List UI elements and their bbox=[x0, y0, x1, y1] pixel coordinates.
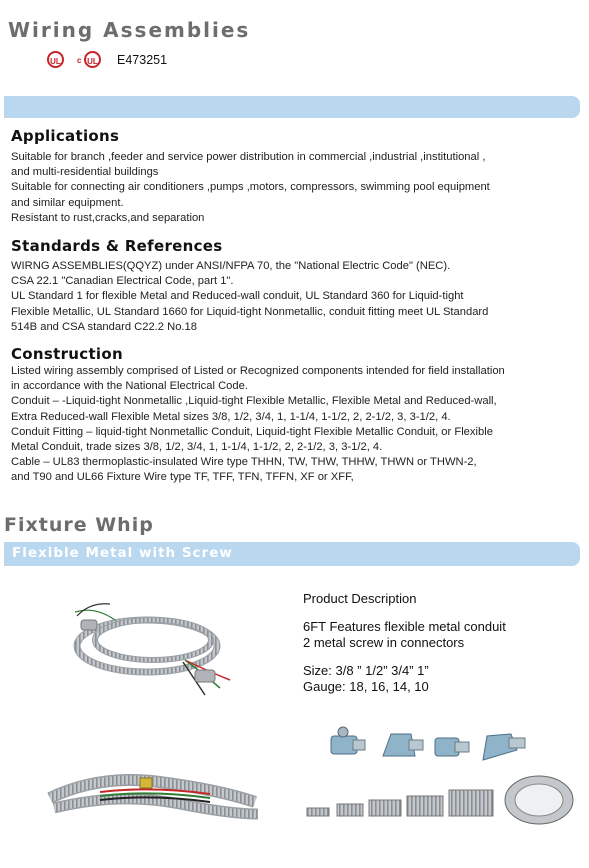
construction-heading: Construction bbox=[11, 345, 123, 363]
applications-line: Suitable for connecting air conditioners ,pumps ,motors, compressors, swimming pool equipment bbox=[11, 181, 490, 194]
applications-text bbox=[11, 150, 581, 226]
standards-line: UL Standard 1 for flexible Metal and Reduced-wall conduit, UL Standard 360 for Liquid-tight bbox=[11, 290, 464, 303]
standards-text bbox=[11, 259, 581, 335]
header-band bbox=[4, 96, 580, 118]
applications-line: Suitable for branch ,feeder and service power distribution in commercial ,industrial ,institutional , bbox=[11, 151, 486, 163]
standards-line: Flexible Metallic, UL Standard 1660 for Liquid-tight Nonmetallic, conduit fitting meet UL Standard bbox=[11, 305, 489, 318]
applications-line: Resistant to rust,cracks,and separation bbox=[11, 211, 205, 224]
connector-fittings-icon bbox=[323, 716, 533, 772]
product-feature: 2 metal screw in connectors bbox=[303, 635, 465, 650]
c-mark: c bbox=[77, 56, 82, 65]
construction-line: Conduit Fitting – liquid-tight Nonmetallic Conduit, Liquid-tight Flexible Metallic Conduit, or Flexible bbox=[11, 425, 493, 438]
cul-logo-icon: UL bbox=[84, 51, 101, 68]
standards-line: CSA 22.1 "Canadian Electrical Code, part 1". bbox=[11, 275, 234, 288]
product-heading: Product Description bbox=[303, 591, 417, 606]
construction-line: Cable – UL83 thermoplastic-insulated Wire type THHN, TW, THW, THHW, THWN or THWN-2, bbox=[11, 456, 477, 469]
product-feature: 6FT Features flexible metal conduit bbox=[303, 619, 506, 634]
product-gauges: Gauge: 18, 16, 14, 10 bbox=[303, 679, 429, 694]
product-sizes: Size: 3/8 ” 1/2” 3/4” 1” bbox=[303, 663, 429, 678]
construction-line: in accordance with the National Electrical Code. bbox=[11, 380, 248, 393]
ul-certification-marks bbox=[47, 50, 107, 72]
standards-line: WIRNG ASSEMBLIES(QQYZ) under ANSI/NFPA 70, the "National Electric Code" (NEC). bbox=[11, 260, 451, 272]
applications-line: and multi-residential buildings bbox=[11, 166, 159, 179]
conduit-coil-icon bbox=[55, 600, 245, 710]
conduit-stretched-icon bbox=[40, 752, 270, 834]
standards-heading: Standards & References bbox=[11, 237, 223, 255]
construction-line: Conduit – -Liquid-tight Nonmetallic ,Liquid-tight Flexible Metallic, Flexible Metal and Reduced-wall, bbox=[11, 395, 497, 408]
construction-line: Listed wiring assembly comprised of Listed or Recognized components intended for field installation bbox=[11, 365, 505, 377]
construction-line: Metal Conduit, trade sizes 3/8, 1/2, 3/4, 1, 1-1/4, 1-1/2, 2, 2-1/2, 3, 3-1/2, 4. bbox=[11, 441, 383, 454]
applications-line: and similar equipment. bbox=[11, 196, 124, 209]
cert-number: E473251 bbox=[117, 53, 168, 67]
fixture-band bbox=[4, 542, 580, 566]
product-description bbox=[303, 591, 583, 695]
page-title: Wiring Assemblies bbox=[8, 18, 251, 42]
construction-line: Extra Reduced-wall Flexible Metal sizes 3/8, 1/2, 3/4, 1, 1-1/4, 1-1/2, 2, 2-1/2, 3, 3-1/2, 4. bbox=[11, 410, 451, 423]
fixture-whip-title: Fixture Whip bbox=[4, 514, 154, 536]
construction-line: and T90 and UL66 Fixture Wire type TF, TFF, TFN, TFFN, XF or XFF, bbox=[11, 471, 354, 484]
conduit-sizes-icon bbox=[303, 772, 585, 830]
ul-logo-icon: UL bbox=[47, 51, 64, 68]
applications-heading: Applications bbox=[11, 127, 120, 145]
standards-line: 514B and CSA standard C22.2 No.18 bbox=[11, 320, 197, 333]
construction-text bbox=[11, 364, 581, 486]
fixture-band-title: Flexible Metal with Screw bbox=[12, 545, 233, 561]
